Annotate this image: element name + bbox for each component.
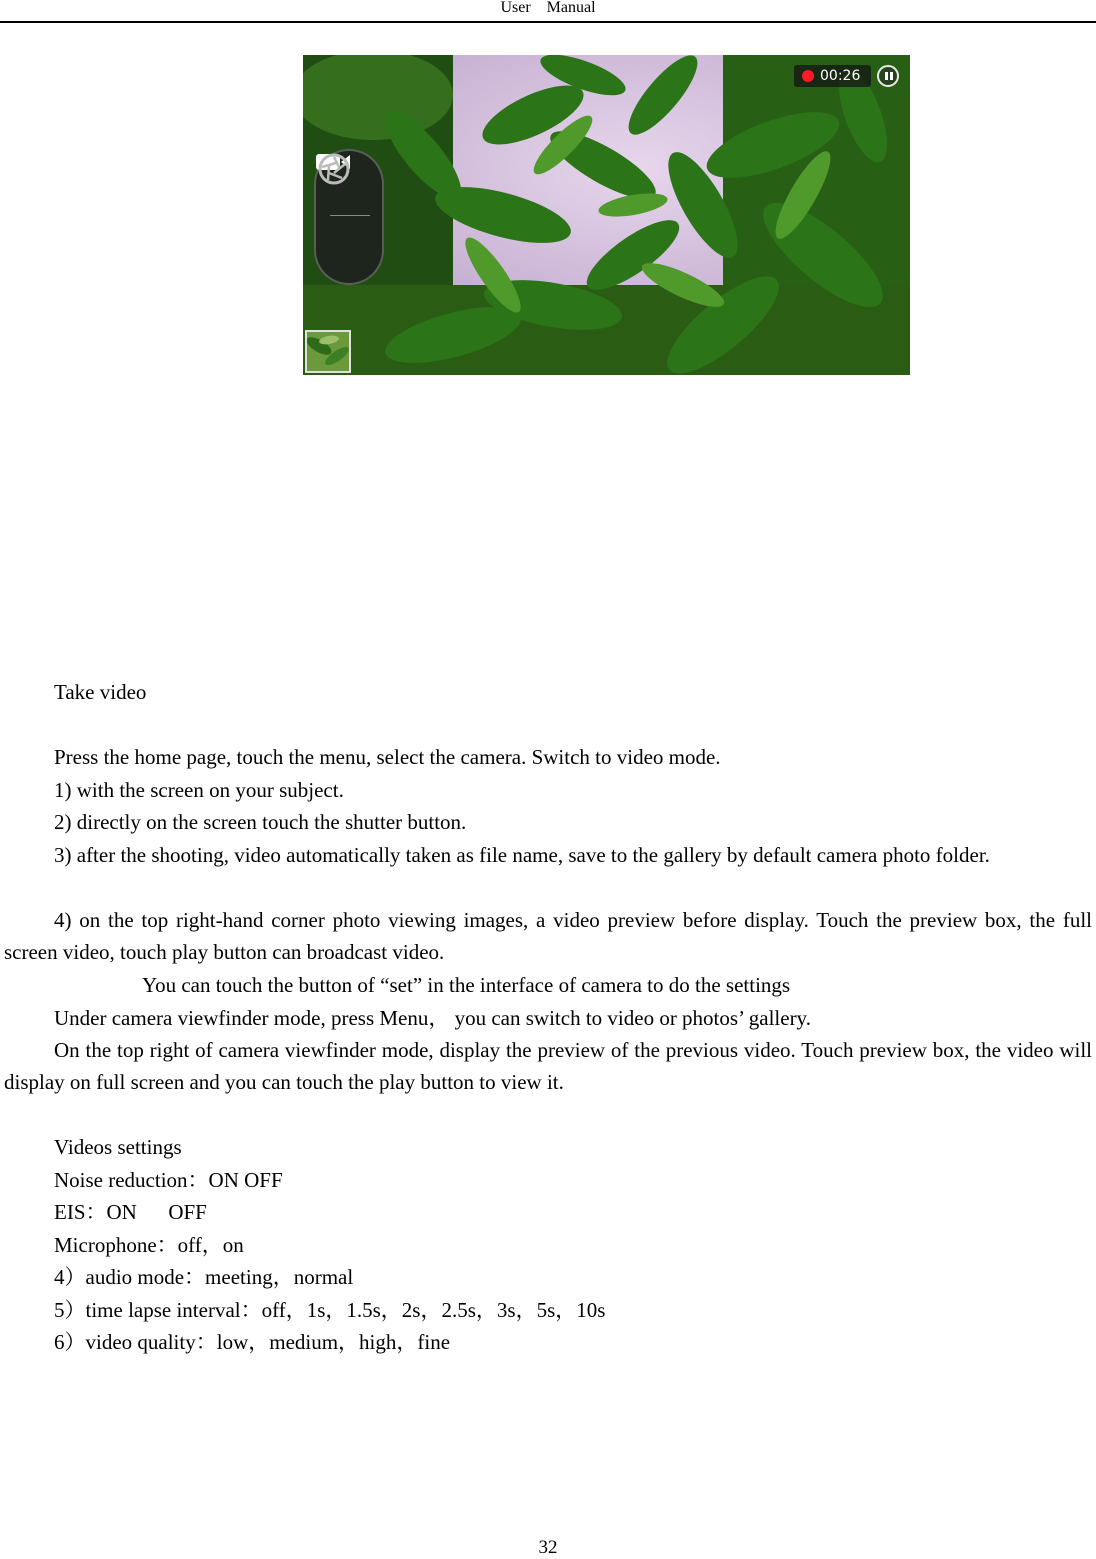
paragraph-7: Under camera viewfinder mode, press Menu， you can switch to video or photos’ gallery. (54, 1006, 811, 1030)
record-dot-icon (802, 70, 814, 82)
paragraph-5: 4) on the top right-hand corner photo viewing images, a video preview before display. Touch the preview box, the full screen video, touch play button can broadcast video. (4, 908, 1092, 964)
settings-heading: Videos settings (54, 1135, 182, 1159)
paragraph-4: 3) after the shooting, video automatically taken as file name, save to the gallery by default camera photo folder. (54, 843, 990, 867)
setting-audio-mode: 4）audio mode：meeting，normal (54, 1265, 354, 1289)
camera-screenshot (303, 55, 910, 375)
pause-icon[interactable] (877, 65, 899, 87)
page-header (0, 0, 1096, 23)
header-right: Manual (546, 0, 596, 16)
recording-timer (794, 65, 871, 87)
header-left: User (500, 0, 531, 16)
paragraph-2: 1) with the screen on your subject. (54, 778, 344, 802)
gallery-thumbnail[interactable] (305, 330, 351, 373)
page-number: 32 (538, 1537, 558, 1558)
paragraph-6: You can touch the button of “set” in the interface of camera to do the settings (142, 973, 791, 997)
setting-eis: EIS：ON OFF (54, 1200, 207, 1224)
shutter-icon[interactable] (316, 151, 352, 187)
mode-switch[interactable] (314, 149, 384, 285)
setting-video-quality: 6）video quality：low，medium，high，fine (54, 1330, 451, 1354)
setting-noise-reduction: Noise reduction：ON OFF (54, 1168, 283, 1192)
paragraph-1: Press the home page, touch the menu, select the camera. Switch to video mode. (54, 745, 721, 769)
timer-text: 00:26 (820, 68, 861, 84)
take-video-heading: Take video (54, 680, 147, 704)
thumbnail-image (307, 332, 349, 371)
mode-divider (330, 215, 370, 216)
paragraph-8: On the top right of camera viewfinder mode, display the preview of the previous video. Touch preview box, the video will display on full screen and you can touch the play button to view it. (4, 1038, 1092, 1094)
setting-microphone: Microphone：off，on (54, 1233, 244, 1257)
foliage-background (303, 55, 910, 375)
paragraph-3: 2) directly on the screen touch the shutter button. (54, 810, 467, 834)
setting-time-lapse: 5）time lapse interval：off，1s，1.5s，2s，2.5s，3s，5s，10s (54, 1298, 606, 1322)
